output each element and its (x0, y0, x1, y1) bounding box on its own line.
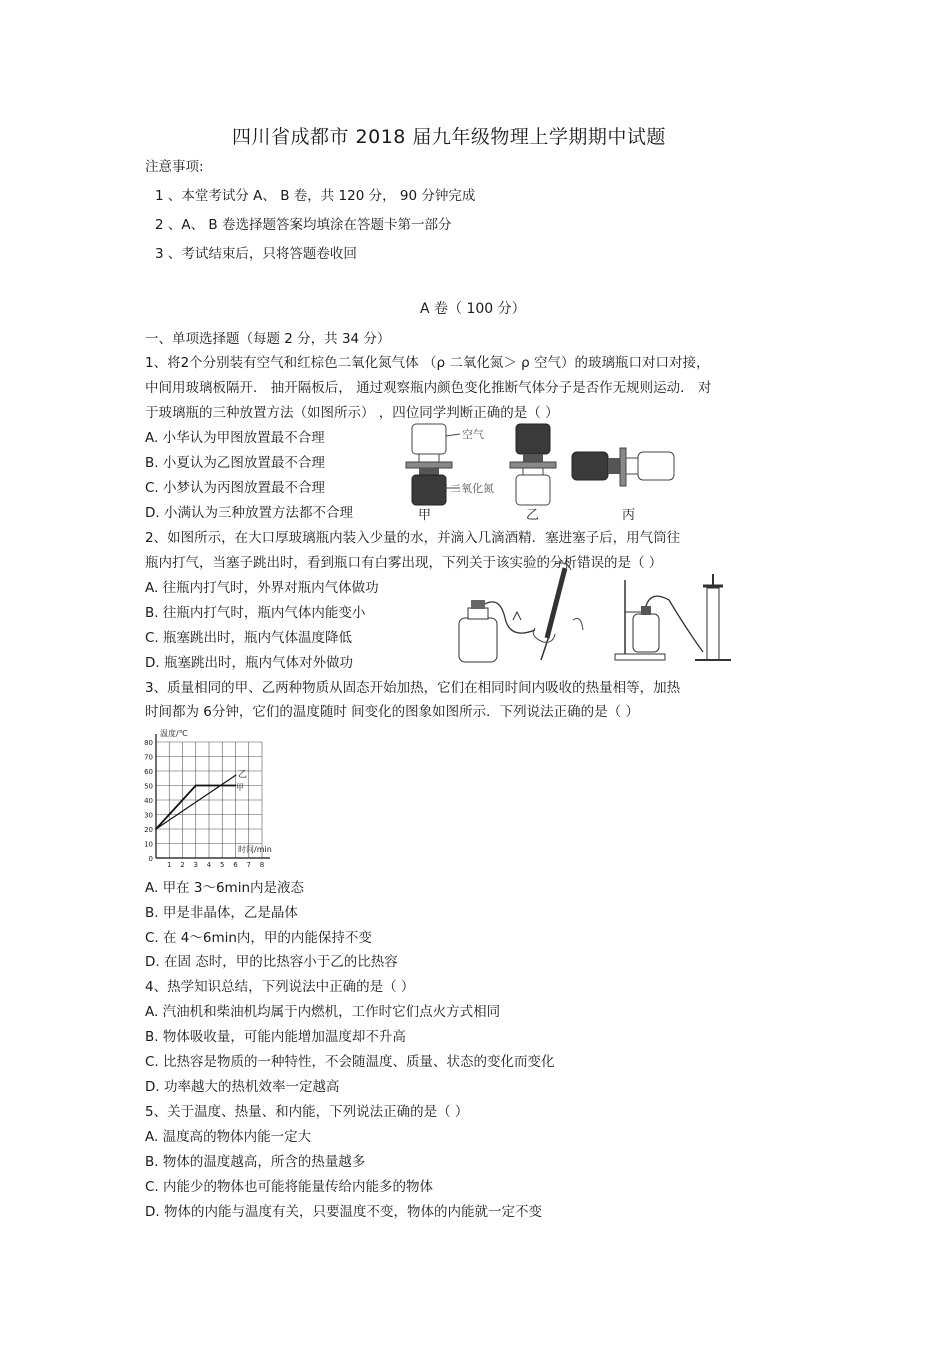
q2-option-c: C. 瓶塞跳出时，瓶内气体温度降低 (145, 630, 353, 646)
q2-line-1: 2、如图所示，在大口厚玻璃瓶内装入少量的水，并滴入几滴酒精．塞进塞子后，用气筒往 (145, 530, 681, 546)
y-tick-label: 60 (144, 768, 153, 776)
label-no2: 二氧化氮 (450, 482, 494, 495)
bottle-placement-figure (400, 418, 690, 523)
x-tick-label: 8 (259, 861, 265, 869)
temperature-time-chart (140, 728, 280, 868)
series-label-jia: 甲 (236, 783, 244, 792)
q3-option-b: B. 甲是非晶体，乙是晶体 (145, 905, 298, 921)
apparatus-sketch (615, 574, 731, 660)
q4-option-d: D. 功率越大的热机效率一定越高 (145, 1079, 340, 1095)
q1-option-d: D. 小满认为三种放置方法都不合理 (145, 505, 353, 521)
y-tick-label: 20 (144, 826, 153, 834)
y-tick-label: 40 (144, 797, 153, 805)
section-a-heading: A 卷（ 100 分） (420, 301, 526, 317)
q2-option-d: D. 瓶塞跳出时，瓶内气体对外做功 (145, 655, 353, 671)
q3-option-d: D. 在固 态时，甲的比热容小于乙的比热容 (145, 954, 398, 970)
x-tick-label: 6 (233, 861, 238, 869)
x-tick-label: 2 (180, 861, 185, 869)
label-air: 空气 (462, 428, 484, 441)
q5-option-a: A. 温度高的物体内能一定大 (145, 1129, 312, 1145)
notice-heading: 注意事项: (145, 159, 204, 175)
hand-pump-sketch (459, 563, 583, 662)
y-tick-label: 50 (144, 782, 153, 791)
y-tick-label: 80 (144, 739, 153, 747)
page-title: 四川省成都市 2018 届九年级物理上学期期中试题 (232, 126, 666, 148)
q1-option-b: B. 小夏认为乙图放置最不合理 (145, 455, 325, 471)
series-label-yi: 乙 (238, 770, 248, 780)
caption-yi: 乙 (526, 508, 540, 523)
notice-item-1: 1 、本堂考试分 A、 B 卷，共 120 分， 90 分钟完成 (155, 188, 476, 204)
q3-option-c: C. 在 4～6min内，甲的内能保持不变 (145, 930, 372, 946)
q5-option-b: B. 物体的温度越高，所含的热量越多 (145, 1154, 366, 1170)
x-tick-label: 4 (206, 861, 212, 869)
caption-jia: 甲 (418, 508, 432, 523)
q2-option-b: B. 往瓶内打气时，瓶内气体内能变小 (145, 605, 366, 621)
y-tick-label: 70 (144, 753, 153, 762)
q1-line-1: 1、将2个分别装有空气和红棕色二氧化氮气体 （ρ 二氧化氮＞ ρ 空气）的玻璃瓶口对口对接， (145, 355, 710, 371)
notice-item-2: 2 、A、 B 卷选择题答案均填涂在答题卡第一部分 (155, 217, 452, 233)
q4-stem: 4、热学知识总结，下列说法中正确的是（ ） (145, 979, 415, 995)
q3-line-1: 3、质量相同的甲、乙两种物质从固态开始加热，它们在相同时间内吸收的热量相等，加热 (145, 680, 681, 696)
part-one-heading: 一、单项选择题（每题 2 分，共 34 分） (145, 331, 391, 347)
y-tick-label: 30 (144, 811, 153, 820)
q5-option-d: D. 物体的内能与温度有关，只要温度不变，物体的内能就一定不变 (145, 1204, 542, 1220)
q4-option-c: C. 比热容是物质的一种特性，不会随温度、质量、状态的变化而变化 (145, 1054, 555, 1070)
y-tick-label: 0 (148, 855, 153, 863)
y-tick-label: 10 (144, 840, 153, 849)
q1-line-2: 中间用玻璃板隔开． 抽开隔板后， 通过观察瓶内颜色变化推断气体分子是否作无规则运动． 对 (145, 380, 712, 396)
q2-line-2: 瓶内打气，当塞子跳出时，看到瓶口有白雾出现，下列关于该实验的分析错误的是（ ） (145, 555, 663, 571)
q3-option-a: A. 甲在 3～6min内是液态 (145, 880, 305, 896)
q2-option-a: A. 往瓶内打气时，外界对瓶内气体做功 (145, 580, 379, 596)
q1-option-c: C. 小梦认为丙图放置最不合理 (145, 480, 326, 496)
figure-yi (510, 424, 556, 505)
q4-option-b: B. 物体吸收量，可能内能增加温度却不升高 (145, 1029, 406, 1045)
data-point (155, 828, 157, 830)
notice-item-3: 3 、考试结束后，只将答题卷收回 (155, 246, 357, 262)
x-tick-label: 7 (246, 861, 251, 869)
q1-option-a: A. 小华认为甲图放置最不合理 (145, 430, 325, 446)
q4-option-a: A. 汽油机和柴油机均属于内燃机，工作时它们点火方式相同 (145, 1004, 501, 1020)
figure-bing (572, 448, 674, 486)
pump-experiment-figure (455, 560, 745, 668)
q3-line-2: 时间都为 6分钟，它们的温度随时 间变化的图象如图所示．下列说法正确的是（ ） (145, 704, 639, 720)
y-axis-label: 温度/℃ (160, 729, 188, 738)
x-tick-label: 3 (193, 861, 198, 869)
x-axis-label: 时间/min (238, 845, 272, 854)
q5-stem: 5、关于温度、热量、和内能，下列说法正确的是（ ） (145, 1104, 469, 1120)
x-tick-label: 5 (220, 861, 225, 869)
caption-bing: 丙 (622, 508, 636, 523)
data-point (195, 785, 197, 787)
x-tick-label: 1 (167, 861, 172, 869)
q1-line-3: 于玻璃瓶的三种放置方法（如图所示） ，四位同学判断正确的是（ ） (145, 405, 559, 421)
q5-option-c: C. 内能少的物体也可能将能量传给内能多的物体 (145, 1179, 434, 1195)
data-point (235, 775, 237, 777)
